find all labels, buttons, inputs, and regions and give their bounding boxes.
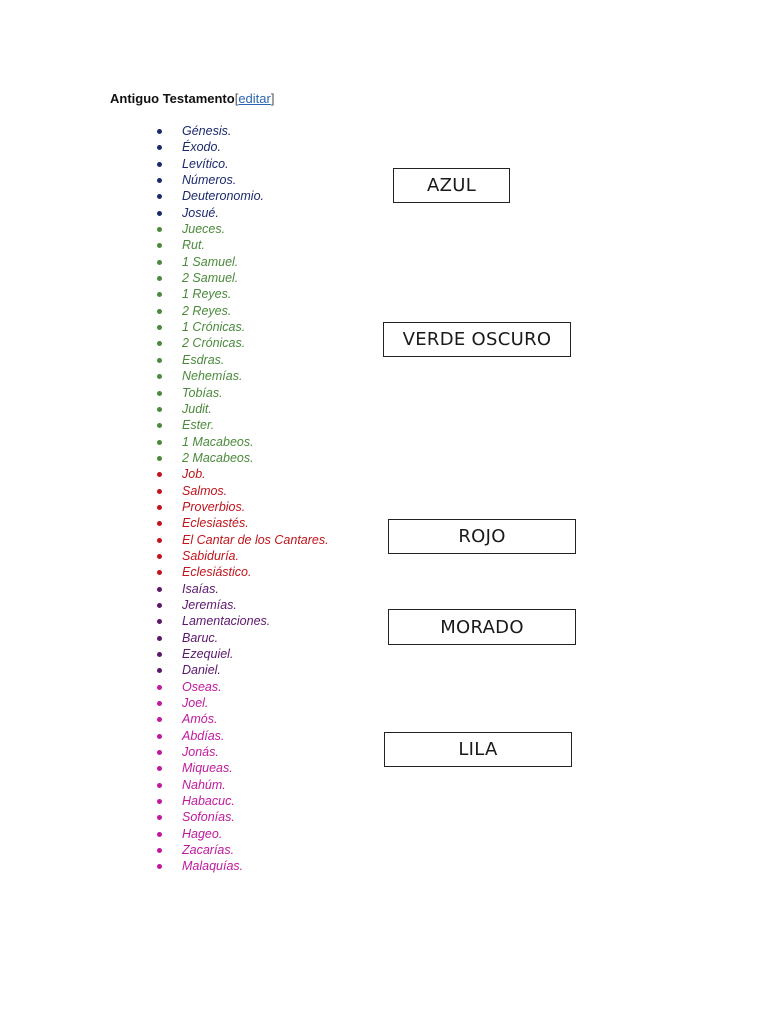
bullet-icon — [157, 603, 162, 608]
bullet-icon — [157, 734, 162, 739]
book-name: Amós. — [182, 712, 218, 727]
book-name: Judit. — [182, 401, 212, 416]
book-name: Daniel. — [182, 663, 221, 678]
book-name: Éxodo. — [182, 140, 221, 155]
bullet-icon — [157, 260, 162, 265]
book-name: Tobías. — [182, 385, 223, 400]
bullet-icon — [157, 227, 162, 232]
bullet-icon — [157, 309, 162, 314]
book-name: 2 Reyes. — [182, 303, 232, 318]
book-name: Proverbios. — [182, 499, 246, 514]
book-name: Eclesiastés. — [182, 516, 249, 531]
book-name: Nehemías. — [182, 369, 243, 384]
book-name: Oseas. — [182, 679, 222, 694]
book-name: Joel. — [182, 696, 209, 711]
book-name: Baruc. — [182, 630, 219, 645]
bullet-icon — [157, 619, 162, 624]
bullet-icon — [157, 717, 162, 722]
bullet-icon — [157, 276, 162, 281]
bullet-icon — [157, 685, 162, 690]
bullet-icon — [157, 766, 162, 771]
section-title: Antiguo Testamento — [110, 91, 235, 106]
edit-bracket-open: [ — [234, 91, 239, 106]
book-name: Job. — [182, 467, 206, 482]
book-name: Lamentaciones. — [182, 614, 271, 629]
bullet-icon — [157, 815, 162, 820]
book-name: Hageo. — [182, 826, 223, 841]
section-heading — [110, 90, 274, 108]
book-name: Malaquías. — [182, 859, 244, 874]
bullet-icon — [157, 391, 162, 396]
label-azul: AZUL — [393, 168, 510, 203]
book-name: 1 Macabeos. — [182, 434, 254, 449]
book-name: Esdras. — [182, 352, 225, 367]
book-name: Génesis. — [182, 124, 232, 138]
bullet-icon — [157, 178, 162, 183]
book-name: Nahúm. — [182, 777, 226, 792]
book-name: Eclesiástico. — [182, 565, 252, 580]
book-name: 2 Samuel. — [182, 271, 239, 286]
book-name: Jeremías. — [182, 597, 237, 612]
bullet-icon — [157, 162, 162, 167]
bullet-icon — [157, 750, 162, 755]
bullet-icon — [157, 587, 162, 592]
book-name: Sofonías. — [182, 810, 235, 825]
bullet-icon — [157, 538, 162, 543]
bullet-icon — [157, 211, 162, 216]
bullet-icon — [157, 783, 162, 788]
book-name: Sabiduría. — [182, 548, 239, 563]
book-name: 2 Crónicas. — [182, 336, 246, 351]
book-name: Miqueas. — [182, 761, 233, 776]
label-verde-oscuro: VERDE OSCURO — [383, 322, 571, 357]
book-name: 1 Reyes. — [182, 287, 232, 302]
bullet-icon — [157, 554, 162, 559]
bullet-icon — [157, 521, 162, 526]
bullet-icon — [157, 407, 162, 412]
book-name: El Cantar de los Cantares. — [182, 532, 329, 547]
book-name: Habacuc. — [182, 794, 235, 809]
bullet-icon — [157, 570, 162, 575]
bullet-icon — [157, 423, 162, 428]
book-name: Rut. — [182, 238, 205, 253]
label-morado: MORADO — [388, 609, 576, 645]
book-name: Ester. — [182, 418, 215, 433]
bullet-icon — [157, 701, 162, 706]
book-name: Abdías. — [182, 728, 225, 743]
bullet-icon — [157, 848, 162, 853]
bullet-icon — [157, 358, 162, 363]
bullet-icon — [157, 440, 162, 445]
bullet-icon — [157, 456, 162, 461]
book-name: Ezequiel. — [182, 647, 234, 661]
bullet-icon — [157, 652, 162, 657]
edit-link[interactable]: editar — [238, 91, 271, 106]
bullet-icon — [157, 472, 162, 477]
label-lila: LILA — [384, 732, 572, 767]
bullet-icon — [157, 129, 162, 134]
bullet-icon — [157, 325, 162, 330]
label-rojo: ROJO — [388, 519, 576, 554]
bullet-icon — [157, 864, 162, 869]
book-name: Salmos. — [182, 483, 228, 498]
book-name: Isaías. — [182, 581, 219, 596]
book-name: Jueces. — [182, 222, 226, 237]
book-name: Zacarías. — [182, 843, 235, 858]
book-name: Josué. — [182, 205, 219, 220]
book-name: Jonás. — [182, 745, 219, 760]
book-name: 1 Crónicas. — [182, 320, 246, 335]
book-name: Deuteronomio. — [182, 189, 264, 204]
bullet-icon — [157, 505, 162, 510]
bullet-icon — [157, 799, 162, 804]
bullet-icon — [157, 668, 162, 673]
edit-bracket-close: ] — [270, 91, 275, 106]
bullet-icon — [157, 374, 162, 379]
bullet-icon — [157, 636, 162, 641]
book-name: Levítico. — [182, 156, 229, 171]
bullet-icon — [157, 341, 162, 346]
book-name: 2 Macabeos. — [182, 450, 254, 465]
book-name: Números. — [182, 173, 237, 188]
bullet-icon — [157, 489, 162, 494]
bullet-icon — [157, 243, 162, 248]
bullet-icon — [157, 145, 162, 150]
bullet-icon — [157, 832, 162, 837]
book-name: 1 Samuel. — [182, 254, 239, 269]
bullet-icon — [157, 194, 162, 199]
bullet-icon — [157, 292, 162, 297]
